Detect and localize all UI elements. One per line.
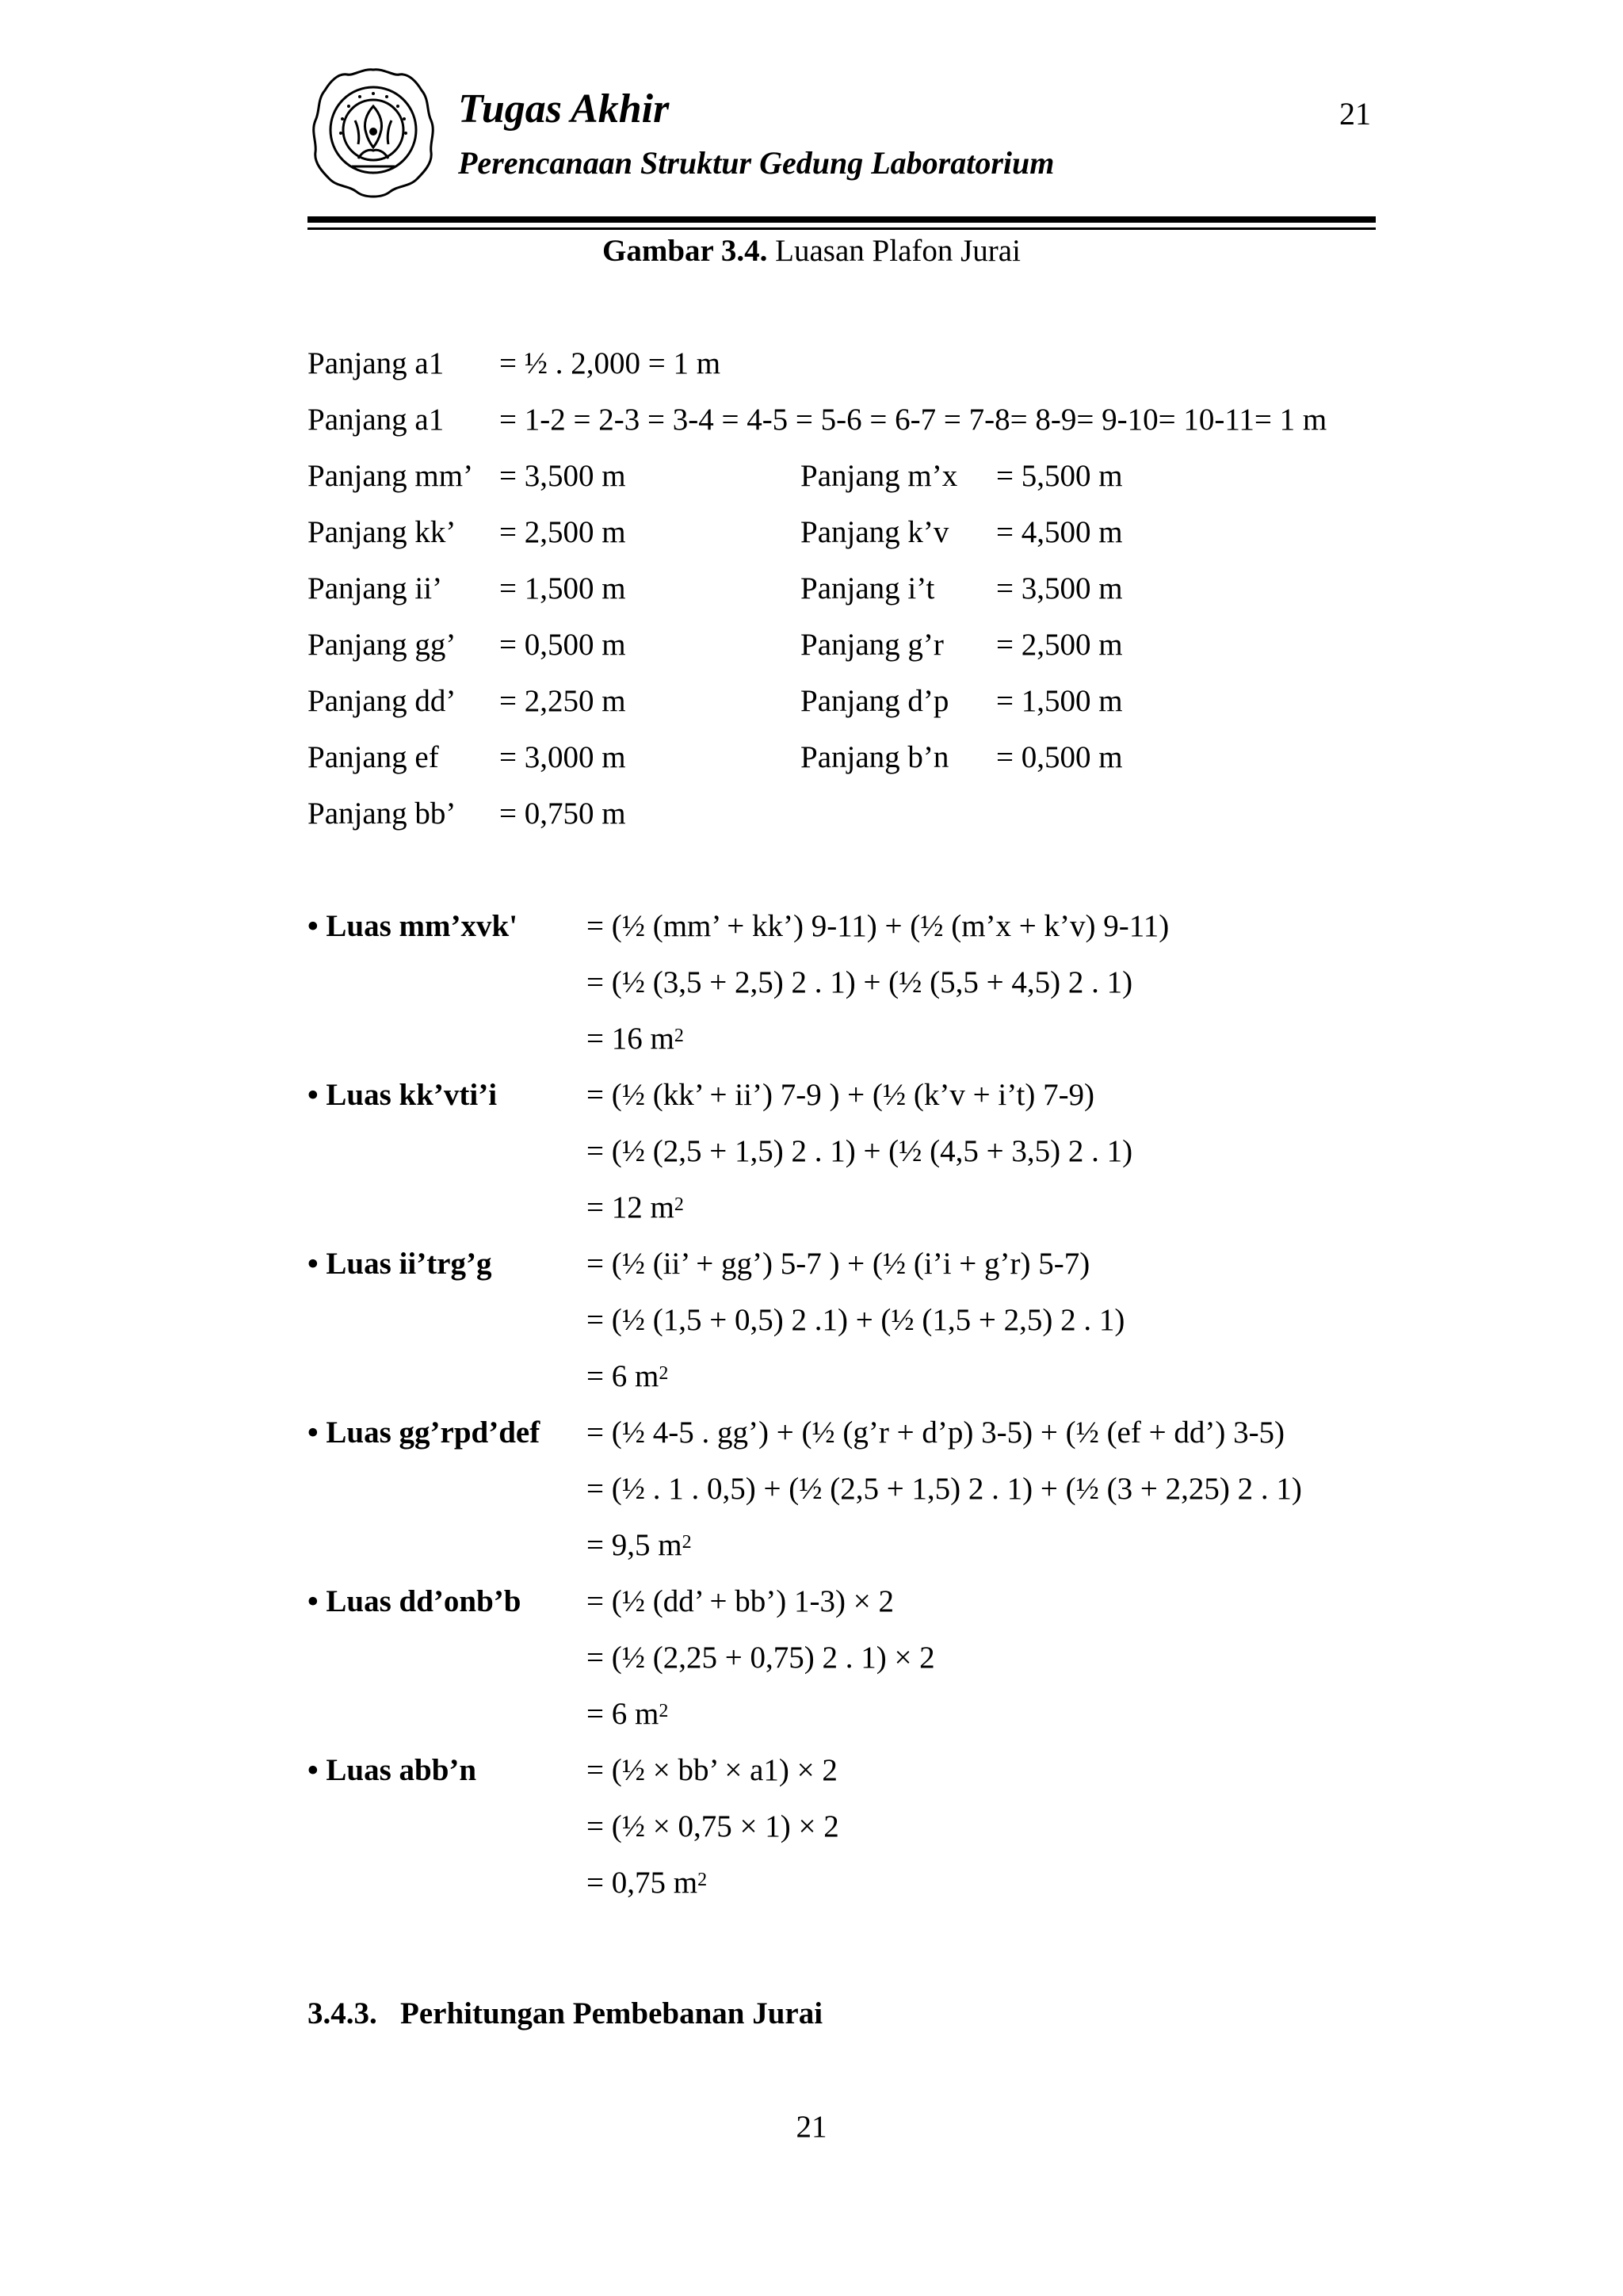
caption-text: Luasan Plafon Jurai xyxy=(775,234,1021,268)
length-value: = 1,500 m xyxy=(499,571,626,606)
length-label: Panjang kk’ xyxy=(307,515,456,549)
area-formula: = (½ (kk’ + ii’) 7-9 ) + (½ (k’v + i’t) 7-9) xyxy=(586,1078,1095,1112)
bullet-icon: • xyxy=(307,1584,319,1618)
length-value: = 1-2 = 2-3 = 3-4 = 4-5 = 5-6 = 6-7 = 7-8= 8-9= 9-10= 10-11= 1 m xyxy=(499,403,1327,437)
length-label: Panjang dd’ xyxy=(307,684,456,718)
bullet-icon: • xyxy=(307,1078,319,1112)
length-value: = 0,750 m xyxy=(499,797,626,831)
length-value: = 2,500 m xyxy=(499,515,626,549)
area-label: • Luas dd’onb’b xyxy=(307,1584,521,1618)
length-label: Panjang gg’ xyxy=(307,628,456,662)
figure-caption xyxy=(0,232,1623,270)
area-result: = 9,5 $m^2$ xyxy=(586,1528,692,1562)
length-label: Panjang d’p xyxy=(800,684,949,718)
header-subtitle: Perencanaan Struktur Gedung Laboratorium xyxy=(458,145,1055,181)
area-label: • Luas gg’rpd’def xyxy=(307,1415,540,1450)
area-substitution: = (½ × 0,75 × 1) × 2 xyxy=(586,1809,839,1843)
area-substitution: = (½ (2,25 + 0,75) 2 . 1) × 2 xyxy=(586,1641,935,1675)
caption-label: Gambar 3.4. xyxy=(602,234,768,268)
header-title: Tugas Akhir xyxy=(458,86,670,132)
area-substitution: = (½ (3,5 + 2,5) 2 . 1) + (½ (5,5 + 4,5) 2 . 1) xyxy=(586,965,1133,999)
length-label: Panjang g’r xyxy=(800,628,944,662)
bullet-icon: • xyxy=(307,1415,319,1450)
length-label: Panjang k’v xyxy=(800,515,949,549)
header-rule-thick xyxy=(307,216,1376,223)
length-value: = 0,500 m xyxy=(996,740,1123,774)
footer-page-number: 21 xyxy=(796,2110,827,2144)
length-label: Panjang m’x xyxy=(800,459,958,493)
length-label: Panjang a1 xyxy=(307,346,445,380)
area-label: • Luas abb’n xyxy=(307,1753,477,1787)
length-value: = 1,500 m xyxy=(996,684,1123,718)
area-substitution: = (½ (2,5 + 1,5) 2 . 1) + (½ (4,5 + 3,5) 2 . 1) xyxy=(586,1134,1133,1168)
section-heading: 3.4.3. Perhitungan Pembebanan Jurai xyxy=(307,1996,823,2030)
header-page-number: 21 xyxy=(1339,96,1371,132)
length-value: = ½ . 2,000 = 1 m xyxy=(499,346,721,380)
area-substitution: = (½ (1,5 + 0,5) 2 .1) + (½ (1,5 + 2,5) 2 . 1) xyxy=(586,1303,1125,1337)
area-formula: = (½ (ii’ + gg’) 5-7 ) + (½ (i’i + g’r) 5-7) xyxy=(586,1247,1090,1281)
area-result: = 6 $m^2$ xyxy=(586,1359,669,1393)
length-value: = 4,500 m xyxy=(996,515,1123,549)
header-rule-thin xyxy=(307,227,1376,230)
length-value: = 2,500 m xyxy=(996,628,1123,662)
area-label: • Luas ii’trg’g xyxy=(307,1247,492,1281)
area-formula: = (½ 4-5 . gg’) + (½ (g’r + d’p) 3-5) + (½ (ef + dd’) 3-5) xyxy=(586,1415,1285,1450)
length-value: = 3,500 m xyxy=(996,571,1123,606)
area-result: = 0,75 $m^2$ xyxy=(586,1866,708,1900)
bullet-icon: • xyxy=(307,1753,319,1787)
university-seal-logo xyxy=(311,65,436,201)
length-value: = 2,250 m xyxy=(499,684,626,718)
bullet-icon: • xyxy=(307,1247,319,1281)
area-result: = 12 $m^2$ xyxy=(586,1190,684,1224)
area-formula: = (½ × bb’ × a1) × 2 xyxy=(586,1753,838,1787)
area-result: = 6 $m^2$ xyxy=(586,1697,669,1731)
area-formula: = (½ (mm’ + kk’) 9-11) + (½ (m’x + k’v) 9-11) xyxy=(586,909,1170,943)
length-value: = 5,500 m xyxy=(996,459,1123,493)
area-result: = 16 $m^2$ xyxy=(586,1022,684,1056)
length-label: Panjang ef xyxy=(307,740,439,774)
area-formula: = (½ (dd’ + bb’) 1-3) × 2 xyxy=(586,1584,895,1618)
length-value: = 3,000 m xyxy=(499,740,626,774)
area-label: • Luas kk’vti’i xyxy=(307,1078,498,1112)
length-label: Panjang i’t xyxy=(800,571,935,606)
area-substitution: = (½ . 1 . 0,5) + (½ (2,5 + 1,5) 2 . 1) + (½ (3 + 2,25) 2 . 1) xyxy=(586,1472,1302,1506)
length-label: Panjang mm’ xyxy=(307,459,474,493)
area-label: • Luas mm’xvk' xyxy=(307,909,518,943)
length-value: = 3,500 m xyxy=(499,459,626,493)
length-value: = 0,500 m xyxy=(499,628,626,662)
bullet-icon: • xyxy=(307,909,319,943)
length-label: Panjang ii’ xyxy=(307,571,443,606)
length-label: Panjang bb’ xyxy=(307,797,456,831)
length-label: Panjang b’n xyxy=(800,740,949,774)
length-label: Panjang a1 xyxy=(307,403,445,437)
